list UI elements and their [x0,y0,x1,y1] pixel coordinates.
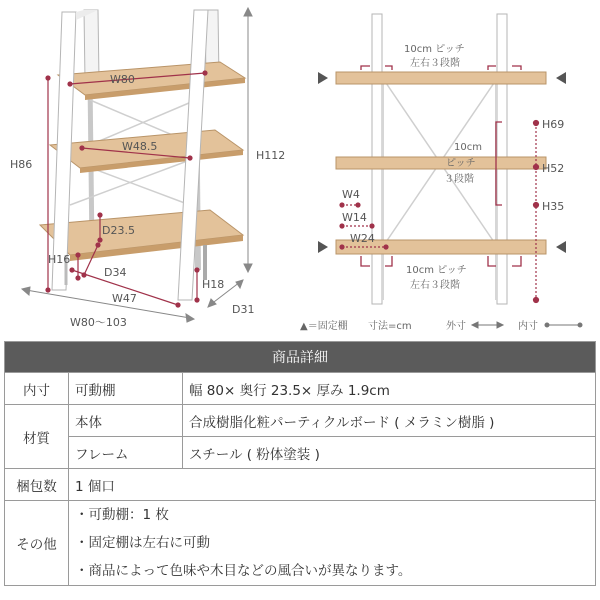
other-item: ・可動棚：1 枚 [75,507,169,523]
left-shelf-illustration [10,8,285,329]
row-value-body: 合成樹脂化粧パーティクルボード ( メラミン樹脂 ) [183,405,596,437]
label-h16: H16 [48,253,71,266]
label-d34: D34 [104,266,127,279]
row-label-inner: 内寸 [5,373,69,405]
label-w24: W24 [350,232,375,245]
other-item: ・固定棚は左右に可動 [75,535,210,551]
label-h69: H69 [542,118,565,131]
label-d23-5: D23.5 [102,224,135,237]
row-value-package: 1 個口 [69,469,596,501]
row-label-other: その他 [5,501,69,586]
label-h112: H112 [256,149,286,162]
label-w4: W4 [342,188,360,201]
label-w47: W47 [112,292,137,305]
label-h18: H18 [202,278,225,291]
legend-unit: 寸法=cm [368,321,412,332]
table-row [5,501,596,586]
top-pitch-line2: 左右３段階 [410,58,460,69]
bottom-pitch-line2: 左右３段階 [410,280,460,291]
table-title: 商品詳細 [5,342,596,373]
table-row [5,373,596,405]
label-h52: H52 [542,162,565,175]
label-d31: D31 [232,303,255,316]
bottom-pitch-line1: 10cm ピッチ [406,265,467,276]
row-label-material: 材質 [5,405,69,469]
table-row [5,405,596,437]
label-w48-5: W48.5 [122,140,158,153]
row-sub-movable-shelf: 可動棚 [69,373,183,405]
row-value-frame: スチール ( 粉体塗装 ) [183,437,596,469]
row-sub-frame: フレーム [69,437,183,469]
legend-inner: 内寸 [518,321,538,332]
mid-pitch-line2: ピッチ [446,158,476,169]
top-pitch-line1: 10cm ピッチ [404,44,465,55]
right-front-illustration [300,14,582,332]
legend-outer: 外寸 [446,321,466,332]
mid-pitch-line1: 10cm [454,142,482,153]
label-h35: H35 [542,200,565,213]
table-row [5,437,596,469]
dimension-legend [300,319,582,332]
label-w14: W14 [342,211,367,224]
row-value-inner: 幅 80× 奥行 23.5× 厚み 1.9cm [183,373,596,405]
row-value-other [69,501,596,586]
mid-pitch-line3: ３段階 [444,174,474,185]
legend-fixed-shelf: ▲＝固定棚 [300,321,348,332]
label-h86: H86 [10,158,33,171]
row-label-package: 梱包数 [5,469,69,501]
label-w80: W80 [110,73,135,86]
product-details-table [4,341,596,586]
table-row [5,469,596,501]
row-sub-body: 本体 [69,405,183,437]
other-item: ・商品によって色味や木目などの風合いが異なります。 [75,563,412,579]
label-w80-103: W80～103 [70,316,127,329]
